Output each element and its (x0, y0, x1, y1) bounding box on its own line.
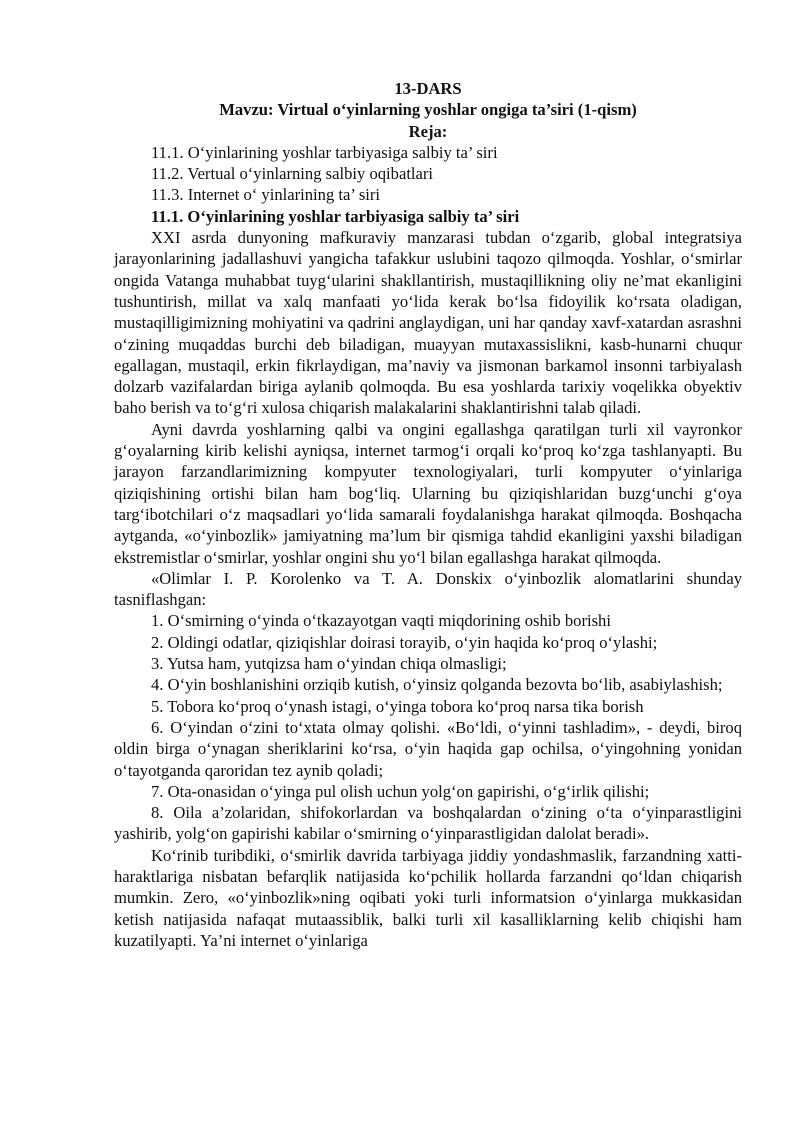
plan-item: 11.2. Vertual o‘yinlarning salbiy oqibatlari (151, 164, 434, 184)
lesson-number: 13-DARS (394, 79, 462, 98)
plan-item: 11.1. O‘yinlarining yoshlar tarbiyasiga salbiy ta’ siri (151, 142, 498, 162)
document-page (114, 78, 742, 951)
sign-item: 8. Oila a’zolaridan, shifokorlardan va boshqalardan o‘zining o‘ta o‘yinparastligini yashirib, yolg‘on gapirishi kabilar o‘smirning o‘yinparastligidan dalolat beradi». (114, 803, 742, 844)
plan-item: 11.3. Internet o‘ yinlarining ta’ siri (151, 185, 381, 205)
sign-item: 7. Ota-onasidan o‘yinga pul olish uchun yolg‘on gapirishi, o‘g‘irlik qilishi; (151, 781, 650, 801)
sign-item: 4. O‘yin boshlanishini orziqib kutish, o‘yinsiz qolganda bezovta bo‘lib, asabiylashish; (151, 675, 723, 695)
sign-item: 2. Oldingi odatlar, qiziqishlar doirasi torayib, o‘yin haqida ko‘proq o‘ylashi; (151, 632, 658, 652)
section-heading: 11.1. O‘yinlarining yoshlar tarbiyasiga salbiy ta’ siri (151, 206, 520, 226)
paragraph: Ayni davrda yoshlarning qalbi va ongini egallashga qaratilgan turli xil vayronkor g‘oyalarning kirib kelishi ayniqsa, internet tarmog‘i orqali ko‘proq ko‘zga tashlanyapti. Bu jarayon farzandlarimizning kompyuter texnologiyalari, turli kompyuter o‘yinlariga qiziqishining ortishi bilan ham bog‘liq. Ularning bu qiziqishlaridan buzg‘unchi g‘oya targ‘ibotchilari o‘z maqsadlari yo‘lida samarali foydalanishga harakat qilmoqda. Boshqacha aytganda, «o‘yinbozlik» jamiyatning ma’lum bir qismiga tahdid ekanligini yaxshi biladigan ekstremistlar o‘smirlar, yoshlar ongini shu yo‘l bilan egallashga harakat qilmoqda. (114, 419, 742, 567)
sign-item: 1. O‘smirning o‘yinda o‘tkazayotgan vaqti miqdorining oshib borishi (151, 611, 611, 631)
sign-item: 3. Yutsa ham, yutqizsa ham o‘yindan chiqa olmasligi; (151, 654, 507, 674)
closing-paragraph: Ko‘rinib turibdiki, o‘smirlik davrida tarbiyaga jiddiy yondashmaslik, farzandning xatti-haraktlariga nisbatan befarqlik natijasida ko‘pchilik hollarda farzandni qo‘ldan chiqarish mumkin. Zero, «o‘yinbozlik»ning oqibati yoki turli informatsion o‘yinlarga mukkasidan ketish natijasida nafaqat mutaassiblik, balki turli xil kasalliklarning kelib chiqishi ham kuzatilyapti. Ya’ni internet o‘yinlariga (114, 845, 742, 950)
lesson-topic: Mavzu: Virtual o‘yinlarning yoshlar ongiga ta’siri (1-qism) (219, 100, 637, 120)
paragraph: «Olimlar I. P. Korolenko va T. A. Donskix o‘yinbozlik alomatlarini shunday tasniflashgan: (114, 568, 742, 610)
plan-label: Reja: (408, 121, 448, 141)
paragraph: XXI asrda dunyoning mafkuraviy manzarasi tubdan o‘zgarib, global integratsiya jarayonlarining jadallashuvi yangicha tafakkur uslubini taqozo qilmoqda. Yoshlar, o‘smirlar ongida Vatanga muhabbat tuyg‘ularini shakllantirish, mustaqillikning oliy ne’mat ekanligini tushuntirish, millat va xalq manfaati yo‘lida kerak bo‘lsa fidoyilik ko‘rsata oladigan, mustaqilligimizning mohiyatini va qadrini anglaydigan, uni har qanday xavf-xatardan asrashni o‘zining muqaddas burchi deb biladigan, muayyan mutaxassislikni, kasb-hunarni chuqur egallagan, mustaqil, erkin fikrlaydigan, ma’naviy va jismonan barkamol insonni tarbiyalash dolzarb vazifalardan biriga aylanib qolmoqda. Bu esa yoshlarda tarixiy voqelikka obyektiv baho berish va to‘g‘ri xulosa chiqarish malakalarini shaklantirishni talab qiladi. (114, 228, 742, 418)
sign-item: 5. Tobora ko‘proq o‘ynash istagi, o‘yinga tobora ko‘proq narsa tika borish (151, 696, 644, 716)
sign-item: 6. O‘yindan o‘zini to‘xtata olmay qolishi. «Bo‘ldi, o‘yinni tashladim», - deydi, biroq oldin birga o‘ynagan sheriklarini ko‘rsa, o‘yin haqida gap ochilsa, o‘yingohning yonidan o‘tayotganda qaroridan tez aynib qoladi; (114, 717, 742, 780)
